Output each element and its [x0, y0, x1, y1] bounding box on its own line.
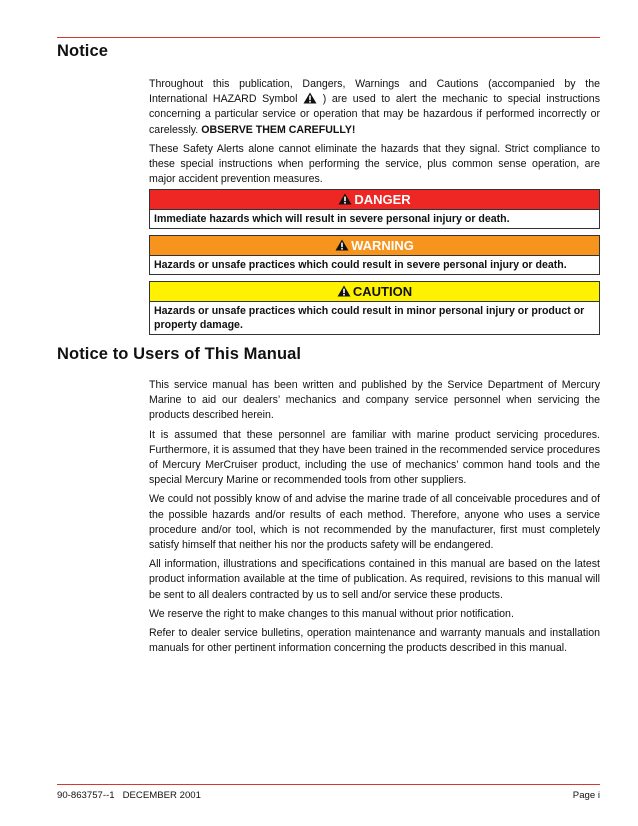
- notice-p1-before: Throughout this publication, Dangers, Warnings and Cautions (accompanied by the International HAZARD Symbol: [149, 78, 600, 106]
- users-paragraph: This service manual has been written and published by the Service Department of Mercury Marine to aid our dealers’ mechanics and company service personnel when servicing the products described herein.: [149, 379, 600, 422]
- warning-hazard-icon: [335, 239, 349, 251]
- notice-paragraph-2: These Safety Alerts alone cannot eliminate the hazards that they signal. Strict compliance to these special instructions when performing the service, plus common sense operation, are major accident prevention measures.: [149, 142, 600, 186]
- caution-alert-header: [150, 282, 599, 302]
- users-paragraph: We could not possibly know of and advise the marine trade of all conceivable procedures and of the possible hazards and/or results of each method. Therefore, anyone who uses a service procedure and/or tool, which is not recommended by the manufacturer, first must completely satisfy himself that neither his nor the products safety will be endangered.: [149, 493, 600, 552]
- notice-body: [149, 77, 600, 191]
- header-rule: [57, 37, 600, 38]
- danger-alert: [149, 189, 600, 229]
- danger-alert-header: [150, 190, 599, 210]
- caution-hazard-icon: [337, 285, 351, 297]
- users-paragraph: It is assumed that these personnel are familiar with marine product servicing procedures. Furthermore, it is assumed that they have been trained in the recommended service procedures of Mercury MerCruiser product, including the use of mechanics’ common hand tools and the special Mercury Marine or recommended tools from other suppliers.: [149, 428, 600, 487]
- observe-carefully-text: OBSERVE THEM CAREFULLY!: [201, 123, 356, 136]
- notice-paragraph-1: [149, 77, 600, 138]
- caution-text: Hazards or unsafe practices which could result in minor personal injury or product or property damage.: [150, 302, 599, 334]
- warning-label: WARNING: [351, 238, 414, 253]
- users-paragraph: Refer to dealer service bulletins, operation maintenance and warranty manuals and installation manuals for other pertinent information concerning the products described in this manual.: [149, 627, 600, 655]
- warning-alert: [149, 235, 600, 275]
- users-paragraph: All information, illustrations and specifications contained in this manual are based on the latest product information available at the time of publication. As required, revisions to this manual will be sent to all dealers contracted by us to sell and/or service these products.: [149, 558, 600, 601]
- notice-to-users-heading: Notice to Users of This Manual: [57, 345, 302, 363]
- danger-text: Immediate hazards which will result in severe personal injury or death.: [150, 210, 599, 228]
- warning-alert-header: [150, 236, 599, 256]
- page-number: Page i: [572, 790, 600, 801]
- users-paragraph: We reserve the right to make changes to this manual without prior notification.: [149, 607, 514, 620]
- hazard-symbol-icon: [303, 92, 317, 104]
- document-number: 90-863757--1 DECEMBER 2001: [57, 790, 201, 801]
- notice-heading: Notice: [57, 42, 109, 60]
- danger-hazard-icon: [338, 193, 352, 205]
- caution-label: CAUTION: [352, 284, 413, 299]
- danger-label: DANGER: [354, 192, 411, 207]
- footer-rule: [57, 784, 600, 785]
- caution-alert: [149, 281, 600, 335]
- page-footer: [57, 790, 600, 801]
- notice-p1-after: ) are used to alert the mechanic to special instructions concerning a particular service or operation that may be hazardous if performed incorrectly or carelessly.: [149, 93, 600, 136]
- warning-text: Hazards or unsafe practices which could result in severe personal injury or death.: [150, 256, 599, 274]
- users-body: [149, 378, 600, 660]
